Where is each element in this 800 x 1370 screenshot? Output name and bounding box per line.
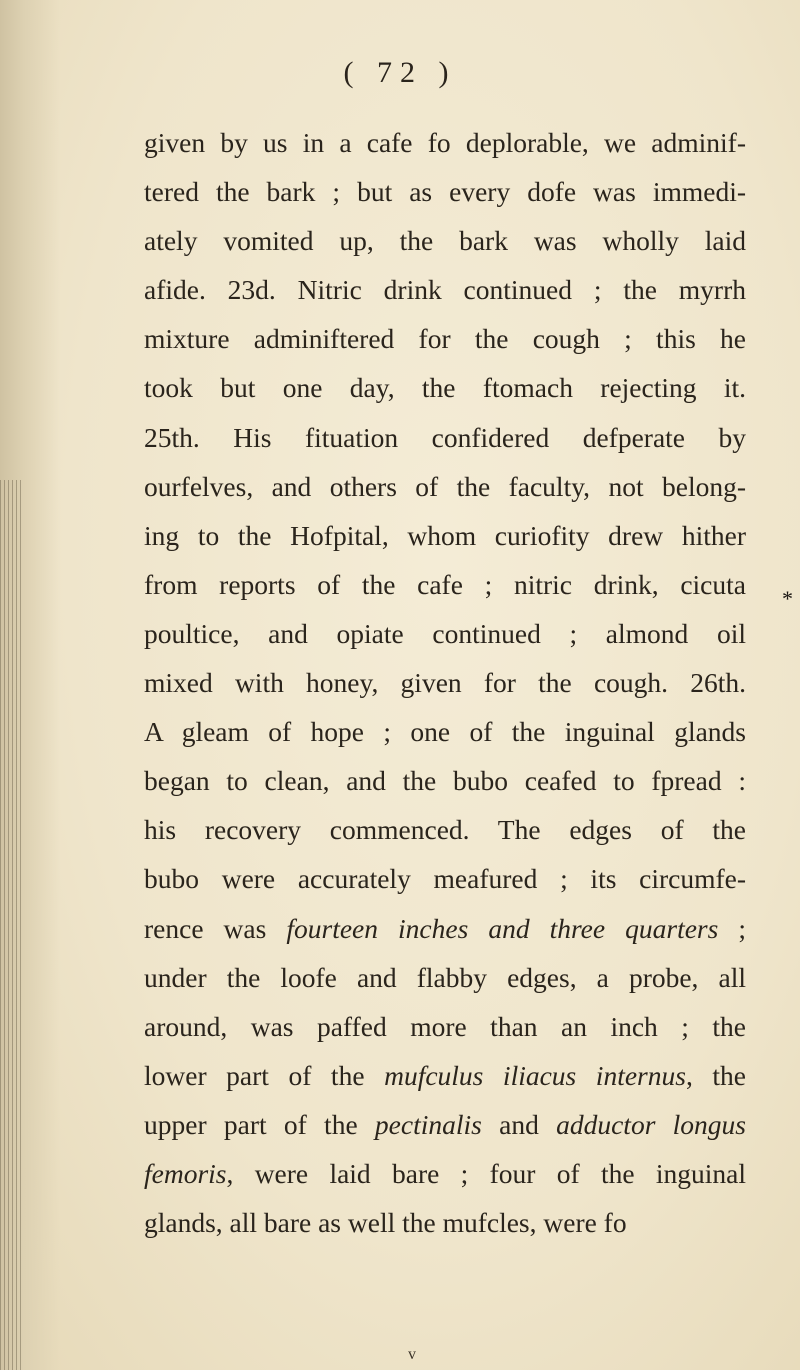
gutter-shadow xyxy=(0,480,22,1370)
text-line xyxy=(144,805,746,854)
text-run: ing to the Hofpital, whom curiofity drew hither xyxy=(144,519,746,551)
text-line xyxy=(144,413,746,462)
text-line xyxy=(144,707,746,756)
text-run: bubo were accurately meafured ; its circumfe- xyxy=(144,863,746,895)
text-run: A gleam of hope ; one of the inguinal glands xyxy=(144,716,746,748)
text-run: tered the bark ; but as every dofe was immedi- xyxy=(144,176,746,208)
page-number: ( 72 ) xyxy=(343,56,457,89)
text-run: mixed with honey, given for the cough. 26th. xyxy=(144,667,746,699)
text-line xyxy=(144,1002,746,1051)
text-run: poultice, and opiate continued ; almond oil xyxy=(144,617,746,649)
text-run: given by us in a cafe fo deplorable, we adminif- xyxy=(144,127,746,158)
text-line xyxy=(144,854,746,903)
text-run: mixture adminiftered for the cough ; this he xyxy=(144,323,746,355)
text-line xyxy=(144,462,746,511)
text-line xyxy=(144,560,746,609)
text-line xyxy=(144,609,746,658)
text-line xyxy=(144,904,746,953)
text-line xyxy=(144,265,746,314)
text-run: began to clean, and the bubo ceafed to fpread : xyxy=(144,765,746,797)
text-run: took but one day, the ftomach rejecting it. xyxy=(144,372,746,404)
italic-phrase: femoris xyxy=(144,1157,227,1189)
text-line xyxy=(144,511,746,560)
italic-phrase: pectinalis xyxy=(374,1108,482,1140)
text-line xyxy=(144,363,746,412)
text-run: glands, all bare as well the mufcles, were fo xyxy=(144,1207,627,1239)
text-run: ; xyxy=(718,912,746,944)
body-text xyxy=(144,118,746,1247)
text-line xyxy=(144,658,746,707)
text-line xyxy=(144,1100,746,1149)
italic-phrase: fourteen inches and three quarters xyxy=(286,912,719,944)
text-line xyxy=(144,216,746,265)
margin-mark: * xyxy=(782,586,793,611)
text-run: 25th. His fituation confidered defperate by xyxy=(144,421,746,453)
text-run: , were laid bare ; four of the inguinal xyxy=(226,1157,746,1189)
text-line xyxy=(144,1149,746,1198)
text-line xyxy=(144,1198,746,1247)
text-run: around, was paffed more than an inch ; the xyxy=(144,1010,746,1042)
text-run: from reports of the cafe ; nitric drink, cicuta xyxy=(144,568,746,600)
text-line xyxy=(144,756,746,805)
italic-phrase: adductor longus xyxy=(556,1108,746,1140)
catchword: v xyxy=(408,1346,416,1363)
text-run: upper part of the xyxy=(144,1108,375,1140)
text-line xyxy=(144,314,746,363)
text-line xyxy=(144,1051,746,1100)
text-run: his recovery commenced. The edges of the xyxy=(144,814,746,846)
text-line xyxy=(144,167,746,216)
text-run: ourfelves, and others of the faculty, not belong- xyxy=(144,470,746,502)
text-run: afide. 23d. Nitric drink continued ; the myrrh xyxy=(144,274,746,306)
text-line xyxy=(144,118,746,167)
text-run: lower part of the xyxy=(144,1059,385,1091)
italic-phrase: mufculus iliacus internus xyxy=(384,1059,686,1091)
text-run: ately vomited up, the bark was wholly laid xyxy=(144,225,746,257)
text-run: rence was xyxy=(144,912,287,944)
text-run: , the xyxy=(685,1059,746,1091)
text-line xyxy=(144,953,746,1002)
text-run: under the loofe and flabby edges, a probe, all xyxy=(144,961,746,993)
text-run: and xyxy=(481,1108,557,1140)
